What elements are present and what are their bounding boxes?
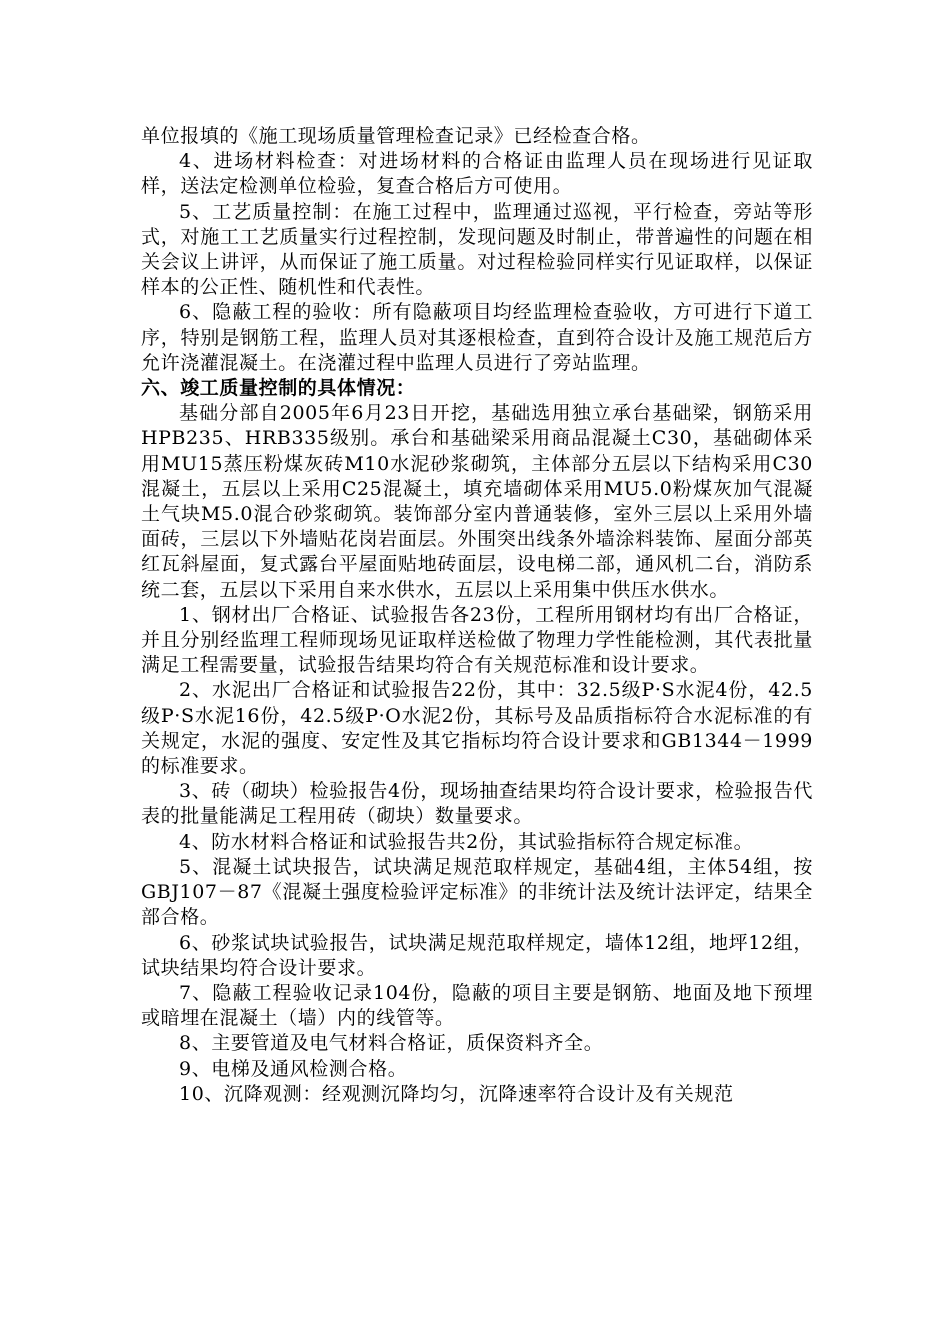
paragraph-mortar-test-blocks: 6、砂浆试块试验报告，试块满足规范取样规定，墙体12组，地坪12组，试块结果均符合设计要求。	[141, 931, 813, 979]
paragraph-process-quality-control: 5、工艺质量控制：在施工过程中，监理通过巡视，平行检查，旁站等形式，对施工工艺质量实行过程控制，发现问题及时制止，带普遍性的问题在相关会议上讲评，从而保证了施工质量。对过程检验同样实行见证取样，以保证样本的公正性、随机性和代表性。	[141, 200, 813, 299]
paragraph-concrete-test-blocks: 5、混凝土试块报告，试块满足规范取样规定，基础4组，主体54组，按GBJ107－87《混凝土强度检验评定标准》的非统计法及统计法评定，结果全部合格。	[141, 855, 813, 929]
paragraph-concealed-works-records: 7、隐蔽工程验收记录104份，隐蔽的项目主要是钢筋、地面及地下预埋或暗埋在混凝土（墙）内的线管等。	[141, 981, 813, 1030]
paragraph-brick-inspection: 3、砖（砌块）检验报告4份，现场抽查结果均符合设计要求，检验报告代表的批量能满足工程用砖（砌块）数量要求。	[141, 780, 813, 828]
paragraph-settlement-observation: 10、沉降观测：经观测沉降均匀，沉降速率符合设计及有关规范	[179, 1082, 734, 1105]
paragraph-waterproof-materials: 4、防水材料合格证和试验报告共2份，其试验指标符合规定标准。	[179, 830, 754, 853]
paragraph-concealed-works-acceptance: 6、隐蔽工程的验收：所有隐蔽项目均经监理检查验收，方可进行下道工序，特别是钢筋工程，监理人员对其逐根检查，直到符合设计及施工规范后方允许浇灌混凝土。在浇灌过程中监理人员进行了旁站监理。	[141, 301, 813, 374]
paragraph-pipe-electrical-materials: 8、主要管道及电气材料合格证，质保资料齐全。	[179, 1032, 604, 1055]
document-body	[141, 124, 813, 1107]
paragraph-material-inspection: 4、进场材料检查：对进场材料的合格证由监理人员在现场进行见证取样，送法定检测单位检验，复查合格后方可使用。	[141, 150, 813, 198]
paragraph-elevator-ventilation: 9、电梯及通风检测合格。	[179, 1057, 408, 1080]
paragraph-steel-certificates: 1、钢材出厂合格证、试验报告各23份，工程所用钢材均有出厂合格证，并且分别经监理工程师现场见证取样送检做了物理力学性能检测，其代表批量满足工程需要量，试验报告结果均符合有关规范标准和设计要求。	[141, 603, 813, 677]
paragraph-continuation: 单位报填的《施工现场质量管理检查记录》已经检查合格。	[141, 125, 651, 147]
section-heading-completion-quality: 六、竣工质量控制的具体情况：	[141, 377, 416, 400]
paragraph-cement-certificates: 2、水泥出厂合格证和试验报告22份，其中：32.5级P·S水泥4份，42.5级P·S水泥16份，42.5级P·O水泥2份，其标号及品质指标符合水泥标准的有关规定，水泥的强度、安定性及其它指标均符合设计要求和GB1344－1999的标准要求。	[141, 679, 813, 778]
paragraph-project-overview: 基础分部自2005年6月23日开挖，基础选用独立承台基础梁，钢筋采用HPB235、HRB335级别。承台和基础梁采用商品混凝土C30，基础砌体采用MU15蒸压粉煤灰砖M10水泥砂浆砌筑，主体部分五层以下结构采用C30混凝土，五层以上采用C25混凝土，填充墙砌体采用MU5.0粉煤灰加气混凝土气块M5.0混合砂浆砌筑。装饰部分室内普通装修，室外三层以上采用外墙面砖，三层以下外墙贴花岗岩面层。外围突出线条外墙涂料装饰、屋面分部英红瓦斜屋面，复式露台平屋面贴地砖面层，设电梯二部，通风机二台，消防系统二套，五层以下采用自来水供水，五层以上采用集中供压水供水。	[141, 402, 813, 601]
